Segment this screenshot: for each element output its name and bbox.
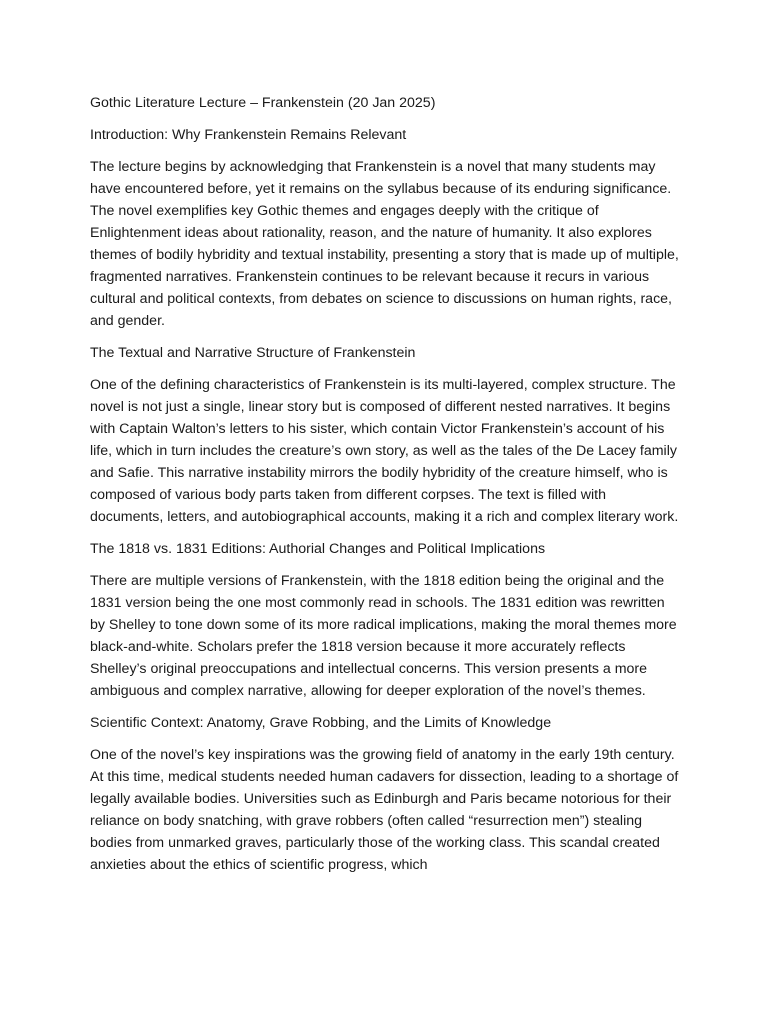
section-heading-structure: The Textual and Narrative Structure of Frankenstein — [90, 345, 416, 361]
section-heading-editions: The 1818 vs. 1831 Editions: Authorial Changes and Political Implications — [90, 541, 546, 557]
section-body-structure: One of the defining characteristics of Frankenstein is its multi-layered, complex structure. The novel is not just a single, linear story but is composed of different nested narratives. It begins with Captain Walton’s letters to his sister, which contain Victor Frankenstein’s account of his life, which in turn includes the creature’s own story, as well as the tales of the De Lacey family and Safie. This narrative instability mirrors the bodily hybridity of the creature himself, who is composed of various body parts taken from different corpses. The text is filled with documents, letters, and autobiographical accounts, making it a rich and complex literary work. — [90, 377, 679, 525]
section-heading-introduction: Introduction: Why Frankenstein Remains Relevant — [90, 127, 407, 143]
document-title: Gothic Literature Lecture – Frankenstein (20 Jan 2025) — [90, 95, 436, 111]
section-body-scientific-context: One of the novel’s key inspirations was the growing field of anatomy in the early 19th century. At this time, medical students needed human cadavers for dissection, leading to a shortage of legally available bodies. Universities such as Edinburgh and Paris became notorious for their reliance on body snatching, with grave robbers (often called “resurrection men”) stealing bodies from unmarked graves, particularly those of the working class. This scandal created anxieties about the ethics of scientific progress, which — [90, 747, 679, 873]
document-content — [90, 92, 680, 886]
section-body-introduction: The lecture begins by acknowledging that Frankenstein is a novel that many students may have encountered before, yet it remains on the syllabus because of its enduring significance. The novel exemplifies key Gothic themes and engages deeply with the critique of Enlightenment ideas about rationality, reason, and the nature of humanity. It also explores themes of bodily hybridity and textual instability, presenting a story that is made up of multiple, fragmented narratives. Frankenstein continues to be relevant because it recurs in various cultural and political contexts, from debates on science to discussions on human rights, race, and gender. — [90, 159, 679, 329]
section-heading-scientific-context: Scientific Context: Anatomy, Grave Robbing, and the Limits of Knowledge — [90, 715, 552, 731]
section-body-editions: There are multiple versions of Frankenstein, with the 1818 edition being the original and the 1831 version being the one most commonly read in schools. The 1831 edition was rewritten by Shelley to tone down some of its more radical implications, making the moral themes more black-and-white. Scholars prefer the 1818 version because it more accurately reflects Shelley’s original preoccupations and intellectual concerns. This version presents a more ambiguous and complex narrative, allowing for deeper exploration of the novel’s themes. — [90, 573, 677, 699]
